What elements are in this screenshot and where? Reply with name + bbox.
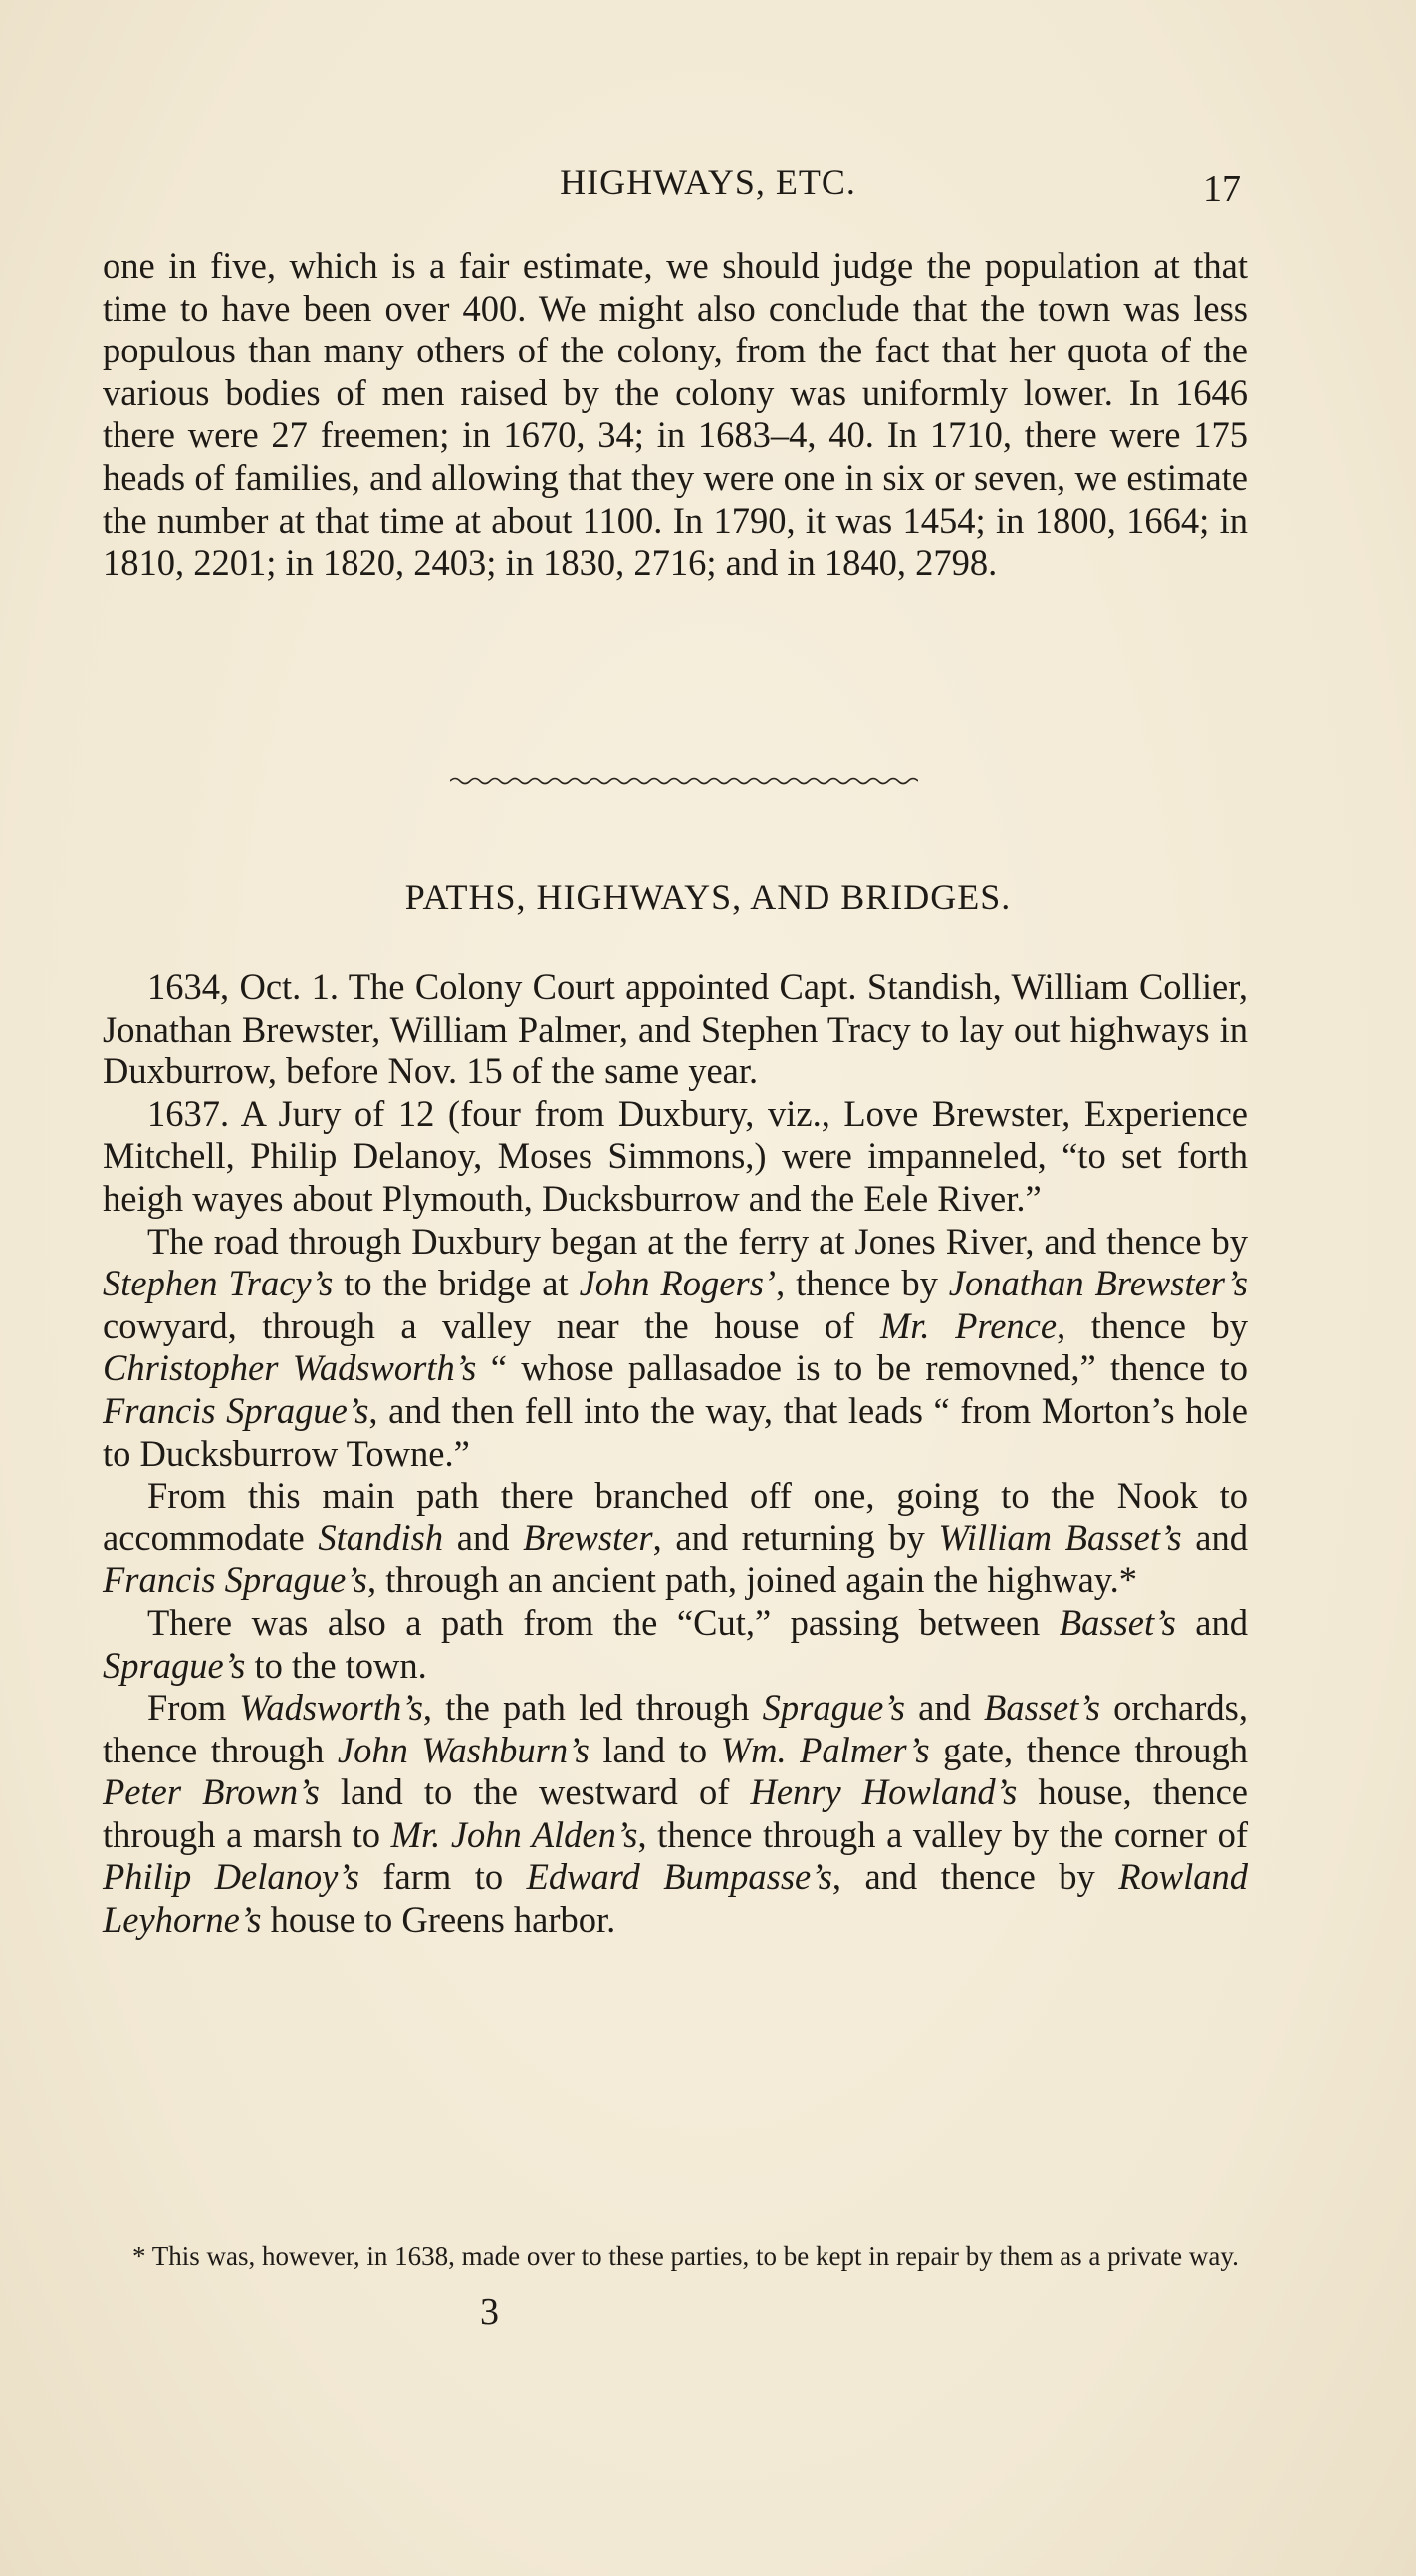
person-name: Christopher Wadsworth’s [103, 1347, 477, 1389]
paragraph-1634: 1634, Oct. 1. The Colony Court appointed Capt. Standish, William Collier, Jonathan Brewster, William Palmer, and Stephen Tracy to lay out highways in Duxburrow, before Nov. 15 of the same year. [103, 966, 1248, 1092]
text-run: , through an ancient path, joined again the highway.* [366, 1559, 1138, 1601]
text-run: house to Greens harbor. [261, 1899, 616, 1941]
person-name: William Basset’s [938, 1517, 1182, 1558]
person-name: Francis Sprague’s [103, 1389, 369, 1431]
signature-mark: 3 [480, 2291, 499, 2333]
person-name: Edward Bumpasse’s [526, 1856, 832, 1898]
text-run: and [443, 1517, 524, 1558]
footnote: * This was, however, in 1638, made over to these parties, to be kept in repair by them as a private way. [132, 2241, 1239, 2271]
person-name: Standish [318, 1517, 444, 1558]
section-heading: PATHS, HIGHWAYS, AND BRIDGES. [404, 877, 1012, 917]
person-name: Stephen Tracy’s [103, 1263, 334, 1304]
person-name: Mr. John Alden’s [390, 1813, 638, 1855]
text-run: “ whose pallasadoe is to be removned,” thence to [476, 1347, 1249, 1389]
person-name: Sprague’s [762, 1687, 905, 1729]
person-name: Wm. Palmer’s [720, 1729, 930, 1770]
paragraph-road-route [103, 1221, 1248, 1476]
text-run: land to the westward of [319, 1771, 751, 1813]
paragraph-branch-path [103, 1475, 1248, 1602]
text-run: , and thence by [831, 1856, 1119, 1898]
main-text-block [103, 966, 1248, 1942]
intro-text-block [103, 245, 1248, 585]
person-name: Basset’s [984, 1687, 1100, 1729]
person-name: Mr. Prence [879, 1304, 1058, 1346]
person-name: Jonathan Brewster’s [948, 1263, 1249, 1304]
text-run: and [1175, 1601, 1249, 1643]
text-run: , the path led through [422, 1687, 763, 1729]
text-run: land to [589, 1729, 721, 1770]
person-name: Rowland Leyhorne’s [103, 1856, 1248, 1941]
person-name: Sprague’s [103, 1644, 246, 1686]
person-name: Peter Brown’s [103, 1771, 320, 1813]
text-run: There was also a path from the “Cut,” passing between [147, 1601, 1060, 1643]
text-run: , thence by [1057, 1304, 1248, 1346]
text-run: , and returning by [652, 1517, 939, 1558]
running-head: HIGHWAYS, ETC. [560, 162, 856, 202]
text-run: The road through Duxbury began at the ferry at Jones River, and thence by [147, 1220, 1248, 1262]
paragraph-1637: 1637. A Jury of 12 (four from Duxbury, viz., Love Brewster, Experience Mitchell, Philip Delanoy, Moses Simmons,) were impanneled, “to set forth heigh wayes about Plymouth, Ducksburrow and the Eele River.” [103, 1092, 1248, 1219]
text-run: house, thence through a marsh to [103, 1771, 1248, 1855]
text-run: From [147, 1687, 240, 1729]
text-run: From this main path there branched off one, going to the Nook to accommodate [103, 1475, 1248, 1558]
text-run: gate, thence through [929, 1729, 1248, 1770]
person-name: John Washburn’s [337, 1729, 590, 1770]
text-run: and [904, 1687, 985, 1729]
person-name: Henry Howland’s [750, 1771, 1018, 1813]
paragraph-wadsworth-path [103, 1687, 1248, 1942]
text-run: to the bridge at [333, 1263, 580, 1304]
text-run: and [1181, 1517, 1248, 1558]
text-run: to the town. [245, 1644, 427, 1686]
text-run: farm to [358, 1856, 527, 1898]
wavy-divider [450, 775, 918, 787]
paragraph-cut-path [103, 1602, 1248, 1687]
person-name: Basset’s [1059, 1601, 1176, 1643]
page-number: 17 [1203, 168, 1241, 210]
person-name: Francis Sprague’s [103, 1559, 367, 1601]
text-run: , and then fell into the way, that leads “ from Morton’s hole to Ducksburrow Towne.” [103, 1389, 1248, 1474]
person-name: Philip Delanoy’s [103, 1856, 359, 1898]
intro-paragraph: one in five, which is a fair estimate, we should judge the population at that time to have been over 400. We might also conclude that the town was less populous than many others of the colony, from the fact that her quota of the various bodies of men raised by the colony was uniformly lower. In 1646 there were 27 freemen; in 1670, 34; in 1683–4, 40. In 1710, there were 175 heads of families, and allowing that they were one in six or seven, we estimate the number at that time at about 1100. In 1790, it was 1454; in 1800, 1664; in 1810, 2201; in 1820, 2403; in 1830, 2716; and in 1840, 2798. [103, 245, 1248, 584]
person-name: Brewster [523, 1517, 653, 1558]
text-run: , thence through a valley by the corner of [637, 1813, 1248, 1855]
person-name: Wadsworth’s [239, 1687, 423, 1729]
text-run: cowyard, through a valley near the house of [103, 1304, 880, 1346]
text-run: , thence by [776, 1263, 949, 1304]
text-run: orchards, thence through [103, 1687, 1248, 1770]
person-name: John Rogers’ [579, 1263, 777, 1304]
